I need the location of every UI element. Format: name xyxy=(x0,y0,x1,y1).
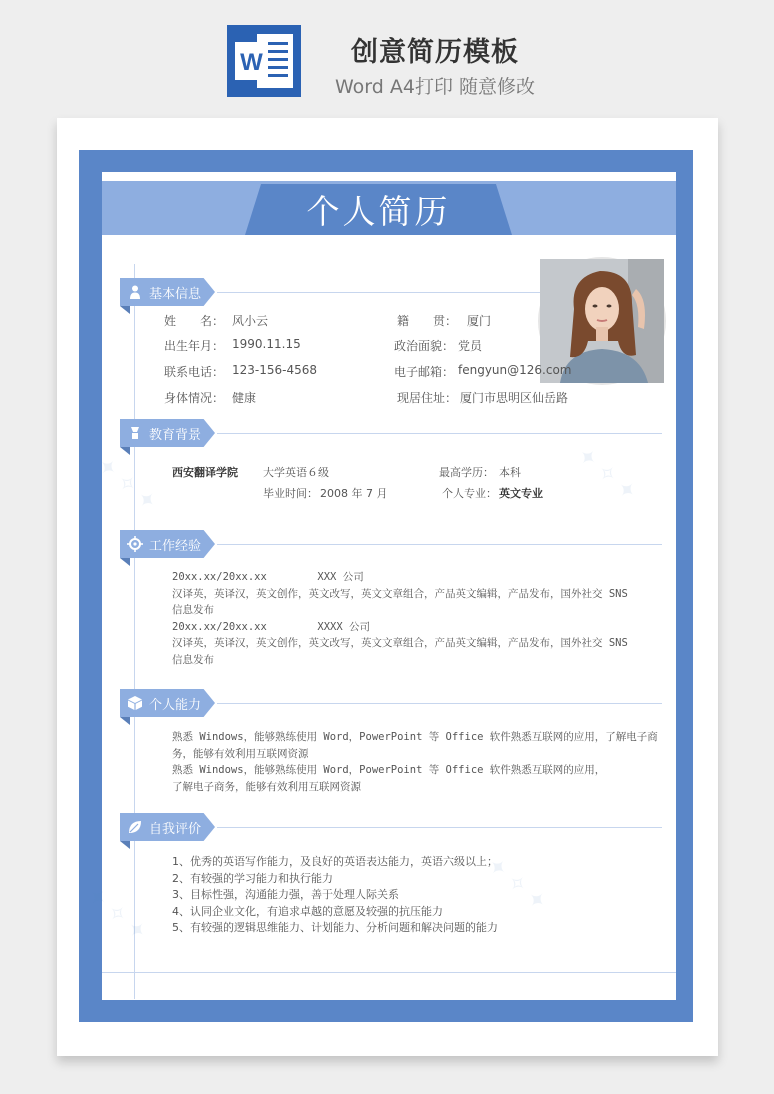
section-divider xyxy=(217,827,662,828)
leaf-icon xyxy=(127,819,143,835)
birth-value: 1990.11.15 xyxy=(232,337,301,351)
self-evaluation-item: 4、认同企业文化，有追求卓越的意愿及较强的抗压能力 xyxy=(172,904,443,918)
resume-frame xyxy=(79,150,693,1022)
work-period: 20xx.xx/20xx.xx xyxy=(172,620,267,633)
graduation-value: 2008 年 7 月 xyxy=(320,487,388,500)
section-title: 基本信息 xyxy=(149,287,202,302)
work-description: 汉译英，英译汉，英文创作，英文改写，英文文章组合，产品英文编辑，产品发布，国外社交 SNS xyxy=(172,637,628,649)
banner-subtitle: Word A4打印 随意修改 xyxy=(334,76,535,98)
phone-value: 123-156-4568 xyxy=(232,363,318,377)
section-divider xyxy=(217,544,662,545)
origin-label: 籍 贯： xyxy=(397,314,458,328)
name-label: 姓 名： xyxy=(164,314,225,328)
section-title: 工作经验 xyxy=(149,539,202,554)
watermark: ✦ ✧ ✦ xyxy=(482,852,552,917)
self-evaluation-list xyxy=(172,854,652,937)
self-evaluation-item: 1、优秀的英语写作能力，及良好的英语表达能力，英语六级以上； xyxy=(172,855,498,868)
work-description: 汉译英，英译汉，英文创作，英文改写，英文文章组合，产品英文编辑，产品发布，国外社交 SNS xyxy=(172,587,628,600)
degree-value: 本科 xyxy=(499,466,521,479)
section-title: 个人能力 xyxy=(149,698,202,713)
work-description: 信息发布 xyxy=(172,653,214,666)
school-name: 西安翻译学院 xyxy=(172,466,238,479)
resume-paper xyxy=(57,118,718,1056)
phone-label: 联系电话： xyxy=(164,365,225,379)
major-label: 个人专业： xyxy=(442,487,497,500)
work-description: 信息发布 xyxy=(172,604,214,616)
box-icon xyxy=(127,695,143,711)
work-company: XXX 公司 xyxy=(317,571,364,583)
skills-line: 熟悉 Windows，能够熟练使用 Word，PowerPoint 等 Office 软件熟悉互联网的应用， xyxy=(172,764,606,776)
email-value: fengyun@126.com xyxy=(458,363,572,377)
section-title: 自我评价 xyxy=(149,822,202,837)
skills-line: 务，能够有效利用互联网资源 xyxy=(172,747,309,760)
section-title: 教育背景 xyxy=(149,428,202,443)
graduation-label: 毕业时间： xyxy=(263,487,318,500)
work-entry-header xyxy=(172,619,652,636)
word-icon xyxy=(227,25,301,97)
graduation-cap-icon xyxy=(127,425,143,441)
skills-text xyxy=(172,729,658,795)
politics-value: 党员 xyxy=(458,339,483,353)
work-entry-header xyxy=(172,569,652,586)
address-label: 现居住址： xyxy=(397,391,458,405)
banner-title: 创意简历模板 xyxy=(351,37,519,68)
origin-value: 厦门 xyxy=(467,314,492,328)
skills-line: 熟悉 Windows，能够熟练使用 Word，PowerPoint 等 Office 软件熟悉互联网的应用，了解电子商 xyxy=(172,731,658,743)
work-company: XXXX 公司 xyxy=(317,620,371,633)
skills-line: 了解电子商务，能够有效利用互联网资源 xyxy=(172,780,361,793)
email-label: 电子邮箱： xyxy=(394,365,455,379)
person-icon xyxy=(127,284,143,300)
degree-label: 最高学历： xyxy=(439,466,494,479)
word-icon-letter: W xyxy=(240,49,263,76)
bottom-divider xyxy=(102,972,676,973)
health-label: 身体情况： xyxy=(164,391,225,405)
politics-label: 政治面貌： xyxy=(394,339,455,353)
watermark: ✦ ✧ ✦ xyxy=(572,442,642,507)
birth-label: 出生年月： xyxy=(164,339,225,353)
work-period: 20xx.xx/20xx.xx xyxy=(172,571,267,583)
timeline-line xyxy=(134,264,135,999)
self-evaluation-item: 3、目标性强，沟通能力强，善于处理人际关系 xyxy=(172,888,399,901)
name-value: 风小云 xyxy=(232,314,269,328)
health-value: 健康 xyxy=(232,391,257,405)
resume-sheet xyxy=(82,172,676,1000)
resume-title: 个人简历 xyxy=(306,192,451,231)
work-entries xyxy=(172,569,652,668)
major-value: 英文专业 xyxy=(499,487,543,500)
watermark: ✦ ✧ ✦ xyxy=(82,882,152,947)
section-divider xyxy=(217,703,662,704)
template-banner xyxy=(0,0,774,110)
watermark: ✦ ✧ ✦ xyxy=(92,452,162,517)
self-evaluation-item: 5、有较强的逻辑思维能力、计划能力、分析问题和解决问题的能力 xyxy=(172,921,498,934)
section-divider xyxy=(217,433,662,434)
english-level: 大学英语６级 xyxy=(263,466,329,479)
self-evaluation-item: 2、有较强的学习能力和执行能力 xyxy=(172,871,333,885)
address-value: 厦门市思明区仙岳路 xyxy=(460,391,569,405)
target-icon xyxy=(127,536,143,552)
